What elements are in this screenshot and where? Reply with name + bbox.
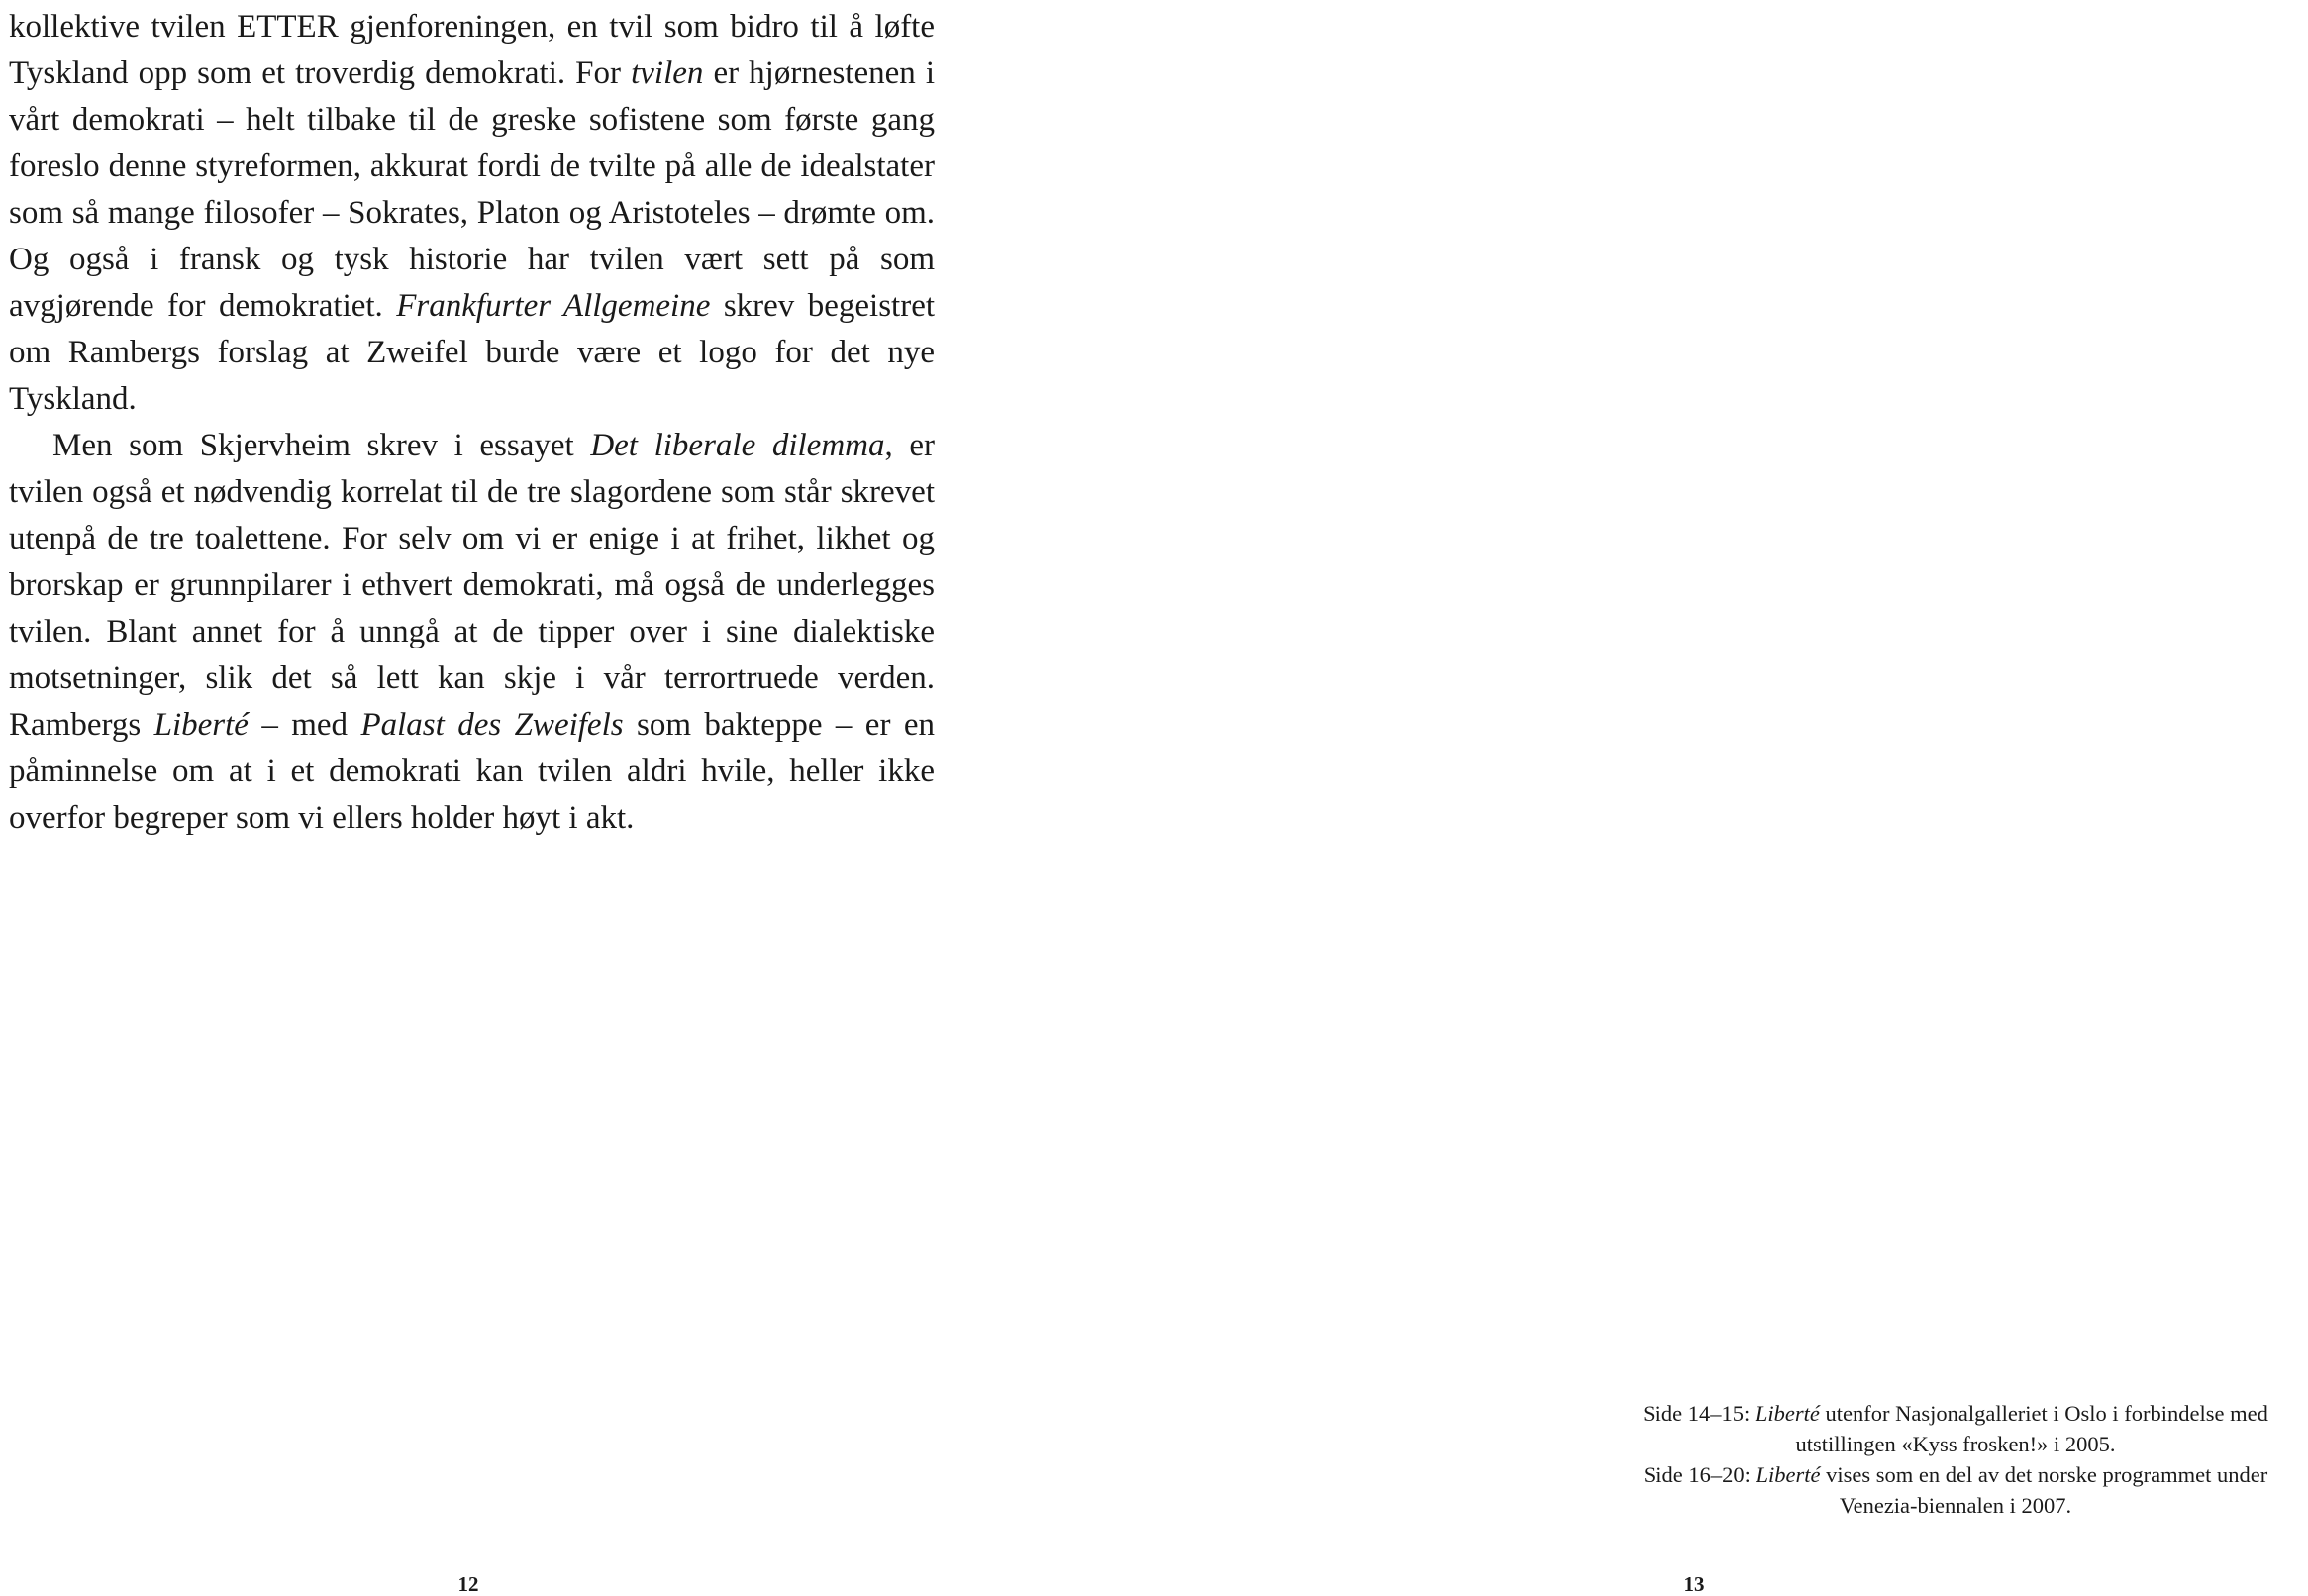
- caption-line: Venezia-biennalen i 2007.: [1839, 1493, 2072, 1518]
- caption-line: Side 16–20: Liberté vises som en del av det norske programmet under: [1643, 1462, 2268, 1487]
- artwork-title: Liberté: [1755, 1401, 1820, 1426]
- caption-line: utstillingen «Kyss frosken!» i 2005.: [1795, 1432, 2116, 1456]
- body-text: [9, 4, 935, 842]
- artwork-title: Liberté: [153, 707, 249, 743]
- paragraph: Men som Skjervheim skrev i essayet Det liberale dilemma, er tvilen også et nødvendig korrelat til de tre slagordene som står skrevet utenpå de tre toalettene. For selv om vi er enige i at frihet, likhet og brorskap er grunnpilarer i ethvert demokrati, må også de underlegges tvilen. Blant annet for å unngå at de tipper over i sine dialektiske motsetninger, slik det så lett kan skje i vår terrortruede verden. Rambergs Liberté – med Palast des Zweifels som bakteppe – er en påminnelse om at i et demokrati kan tvilen aldri hvile, heller ikke overfor begreper som vi ellers holder høyt i akt.: [9, 428, 936, 836]
- emphasis: tvilen: [631, 55, 704, 91]
- paragraph: kollektive tvilen ETTER gjenforeningen, en tvil som bidro til å løfte Tyskland opp som et troverdig demokrati. For tvilen er hjørnestenen i vårt demokrati – helt tilbake til de greske sofistene som første gang foreslo denne styreformen, akkurat fordi de tvilte på alle de idealstater som så mange filosofer – Sokrates, Platon og Aristoteles – drømte om. Og også i fransk og tysk historie har tvilen vært sett på som avgjørende for demokratiet. Frankfurter Allgemeine skrev begeistret om Rambergs forslag at Zweifel burde være et logo for det nye Tyskland.: [9, 9, 936, 417]
- image-caption: [1606, 1398, 2305, 1521]
- left-page: [0, 0, 1154, 1595]
- page-number: 12: [457, 1572, 479, 1596]
- caption-line: Side 14–15: Liberté utenfor Nasjonalgalleriet i Oslo i forbindelse med: [1643, 1401, 2268, 1426]
- artwork-title: Palast des Zweifels: [360, 707, 624, 743]
- essay-title: Det liberale dilemma: [590, 428, 885, 463]
- page-number: 13: [1683, 1572, 1705, 1596]
- artwork-title: Liberté: [1756, 1462, 1821, 1487]
- publication-title: Frankfurter Allgemeine: [396, 288, 711, 324]
- right-page: [1154, 0, 2308, 1595]
